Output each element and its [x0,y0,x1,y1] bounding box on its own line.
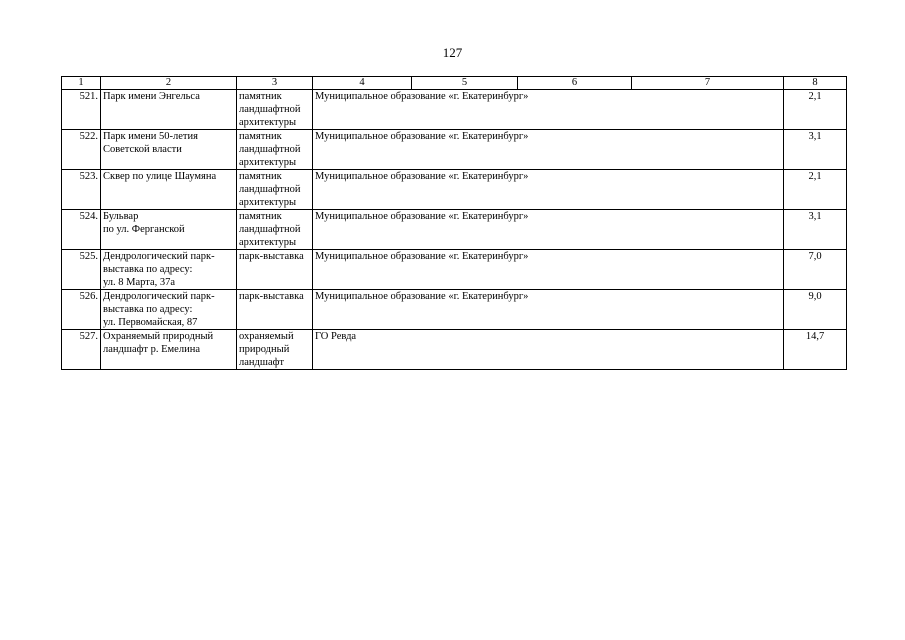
object-type: памятник ландшафтной архитектуры [237,90,313,130]
object-owner: Муниципальное образование «г. Екатеринбург» [313,210,784,250]
table-row [62,130,847,170]
page-number: 127 [442,45,463,60]
object-name: Парк имени Энгельса [101,90,237,130]
row-number: 522. [62,130,101,170]
object-owner: Муниципальное образование «г. Екатеринбург» [313,170,784,210]
object-type: парк-выставка [237,290,313,330]
column-header-1: 1 [62,77,101,90]
object-name: Парк имени 50-летия Советской власти [101,130,237,170]
row-number: 525. [62,250,101,290]
object-area: 9,0 [784,290,847,330]
column-header-7: 7 [632,77,784,90]
object-area: 3,1 [784,210,847,250]
table-row [62,290,847,330]
object-area: 14,7 [784,330,847,370]
object-type: охраняемый природный ландшафт [237,330,313,370]
row-number: 521. [62,90,101,130]
object-name: Охраняемый природный ландшафт р. Емелина [101,330,237,370]
object-name: Бульвар по ул. Ферганской [101,210,237,250]
object-area: 3,1 [784,130,847,170]
object-name: Сквер по улице Шаумяна [101,170,237,210]
row-number: 523. [62,170,101,210]
object-owner: Муниципальное образование «г. Екатеринбург» [313,90,784,130]
column-header-4: 4 [313,77,412,90]
column-header-3: 3 [237,77,313,90]
object-name: Дендрологический парк- выставка по адресу: ул. 8 Марта, 37а [101,250,237,290]
object-name: Дендрологический парк- выставка по адресу: ул. Первомайская, 87 [101,290,237,330]
row-number: 524. [62,210,101,250]
object-area: 2,1 [784,90,847,130]
object-owner: Муниципальное образование «г. Екатеринбург» [313,290,784,330]
table-row [62,330,847,370]
object-type: памятник ландшафтной архитектуры [237,210,313,250]
column-header-8: 8 [784,77,847,90]
object-owner: Муниципальное образование «г. Екатеринбург» [313,130,784,170]
object-owner: ГО Ревда [313,330,784,370]
column-number-row [62,77,847,90]
registry-table [61,76,847,370]
table-row [62,210,847,250]
object-area: 2,1 [784,170,847,210]
object-type: памятник ландшафтной архитектуры [237,170,313,210]
object-type: памятник ландшафтной архитектуры [237,130,313,170]
row-number: 526. [62,290,101,330]
object-area: 7,0 [784,250,847,290]
object-owner: Муниципальное образование «г. Екатеринбург» [313,250,784,290]
table-row [62,90,847,130]
table-row [62,170,847,210]
object-type: парк-выставка [237,250,313,290]
column-header-5: 5 [412,77,518,90]
column-header-2: 2 [101,77,237,90]
row-number: 527. [62,330,101,370]
column-header-6: 6 [518,77,632,90]
table-row [62,250,847,290]
